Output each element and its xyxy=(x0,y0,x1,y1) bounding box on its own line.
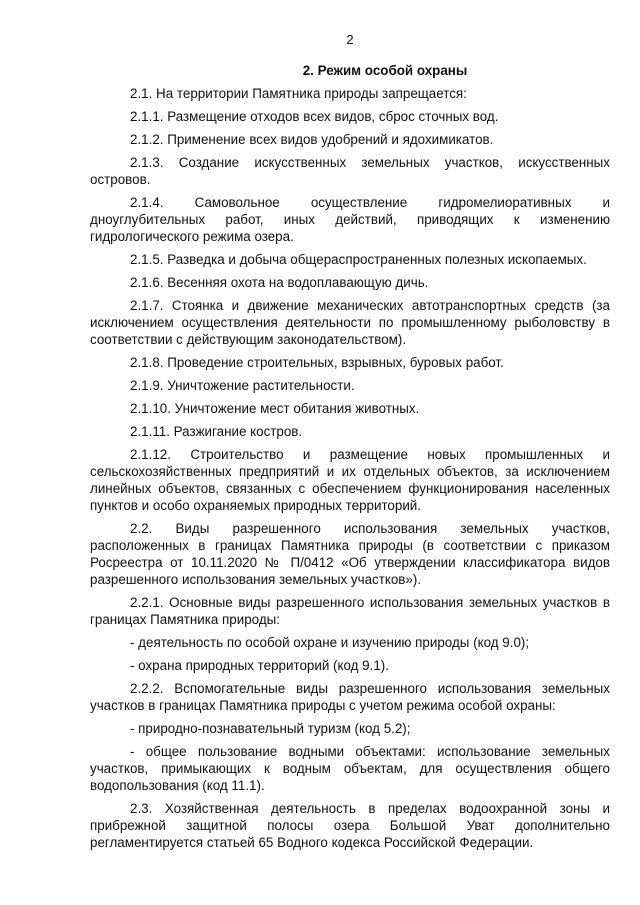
paragraph: 2.1.4. Самовольное осуществление гидромелиоративных и дноуглубительных работ, иных действий, приводящих к изменению гидрологического режима озера. xyxy=(90,195,610,244)
paragraph: 2.3. Хозяйственная деятельность в пределах водоохранной зоны и прибрежной защитной полосы озера Большой Уват дополнительно регламентируется статьей 65 Водного кодекса Российской Федерации. xyxy=(90,801,610,850)
paragraph: 2.1.2. Применение всех видов удобрений и ядохимикатов. xyxy=(130,132,494,147)
document-body xyxy=(90,62,610,857)
paragraph: 2.1.11. Разжигание костров. xyxy=(130,424,303,439)
list-item: - охрана природных территорий (код 9.1). xyxy=(130,658,389,673)
paragraph: 2.1.10. Уничтожение мест обитания животных. xyxy=(130,401,420,416)
paragraph: 2.1.1. Размещение отходов всех видов, сброс сточных вод. xyxy=(130,109,499,124)
page-number: 2 xyxy=(346,32,354,47)
paragraph: 2.2.2. Вспомогательные виды разрешенного использования земельных участков в границах Памятника природы с учетом режима особой охраны: xyxy=(90,681,610,713)
paragraph: 2.1.12. Строительство и размещение новых промышленных и сельскохозяйственных предприятий и их отдельных объектов, за исключением линейных объектов, связанных с обеспечением функционирования населенных пунктов и особо охраняемых природных территорий. xyxy=(90,447,610,513)
paragraph: 2.1.5. Разведка и добыча общераспространенных полезных ископаемых. xyxy=(130,252,587,267)
paragraph: 2.2.1. Основные виды разрешенного использования земельных участков в границах Памятника природы: xyxy=(90,595,610,627)
list-item: - общее пользование водными объектами: использование земельных участков, примыкающих к водным объектам, для осуществления общего водопользования (код 11.1). xyxy=(90,744,610,793)
list-item: - деятельность по особой охране и изучению природы (код 9.0); xyxy=(130,635,530,650)
section-title: 2. Режим особой охраны xyxy=(302,63,468,78)
list-item: - природно-познавательный туризм (код 5.2); xyxy=(130,721,411,736)
paragraph: 2.2. Виды разрешенного использования земельных участков, расположенных в границах Памятника природы (в соответствии с приказом Росреестра от 10.11.2020 № П/0412 «Об утверждении классификатора видов разрешенного использования земельных участков»). xyxy=(90,521,610,587)
paragraph: 2.1. На территории Памятника природы запрещается: xyxy=(130,86,467,101)
paragraph: 2.1.9. Уничтожение растительности. xyxy=(130,378,355,393)
paragraph: 2.1.8. Проведение строительных, взрывных, буровых работ. xyxy=(130,355,504,370)
paragraph: 2.1.7. Стоянка и движение механических автотранспортных средств (за исключением осуществления деятельности по промышленному рыболовству в соответствии с действующим законодательством). xyxy=(90,298,610,347)
paragraph: 2.1.3. Создание искусственных земельных участков, искусственных островов. xyxy=(90,155,610,187)
paragraph: 2.1.6. Весенняя охота на водоплавающую дичь. xyxy=(130,275,429,290)
